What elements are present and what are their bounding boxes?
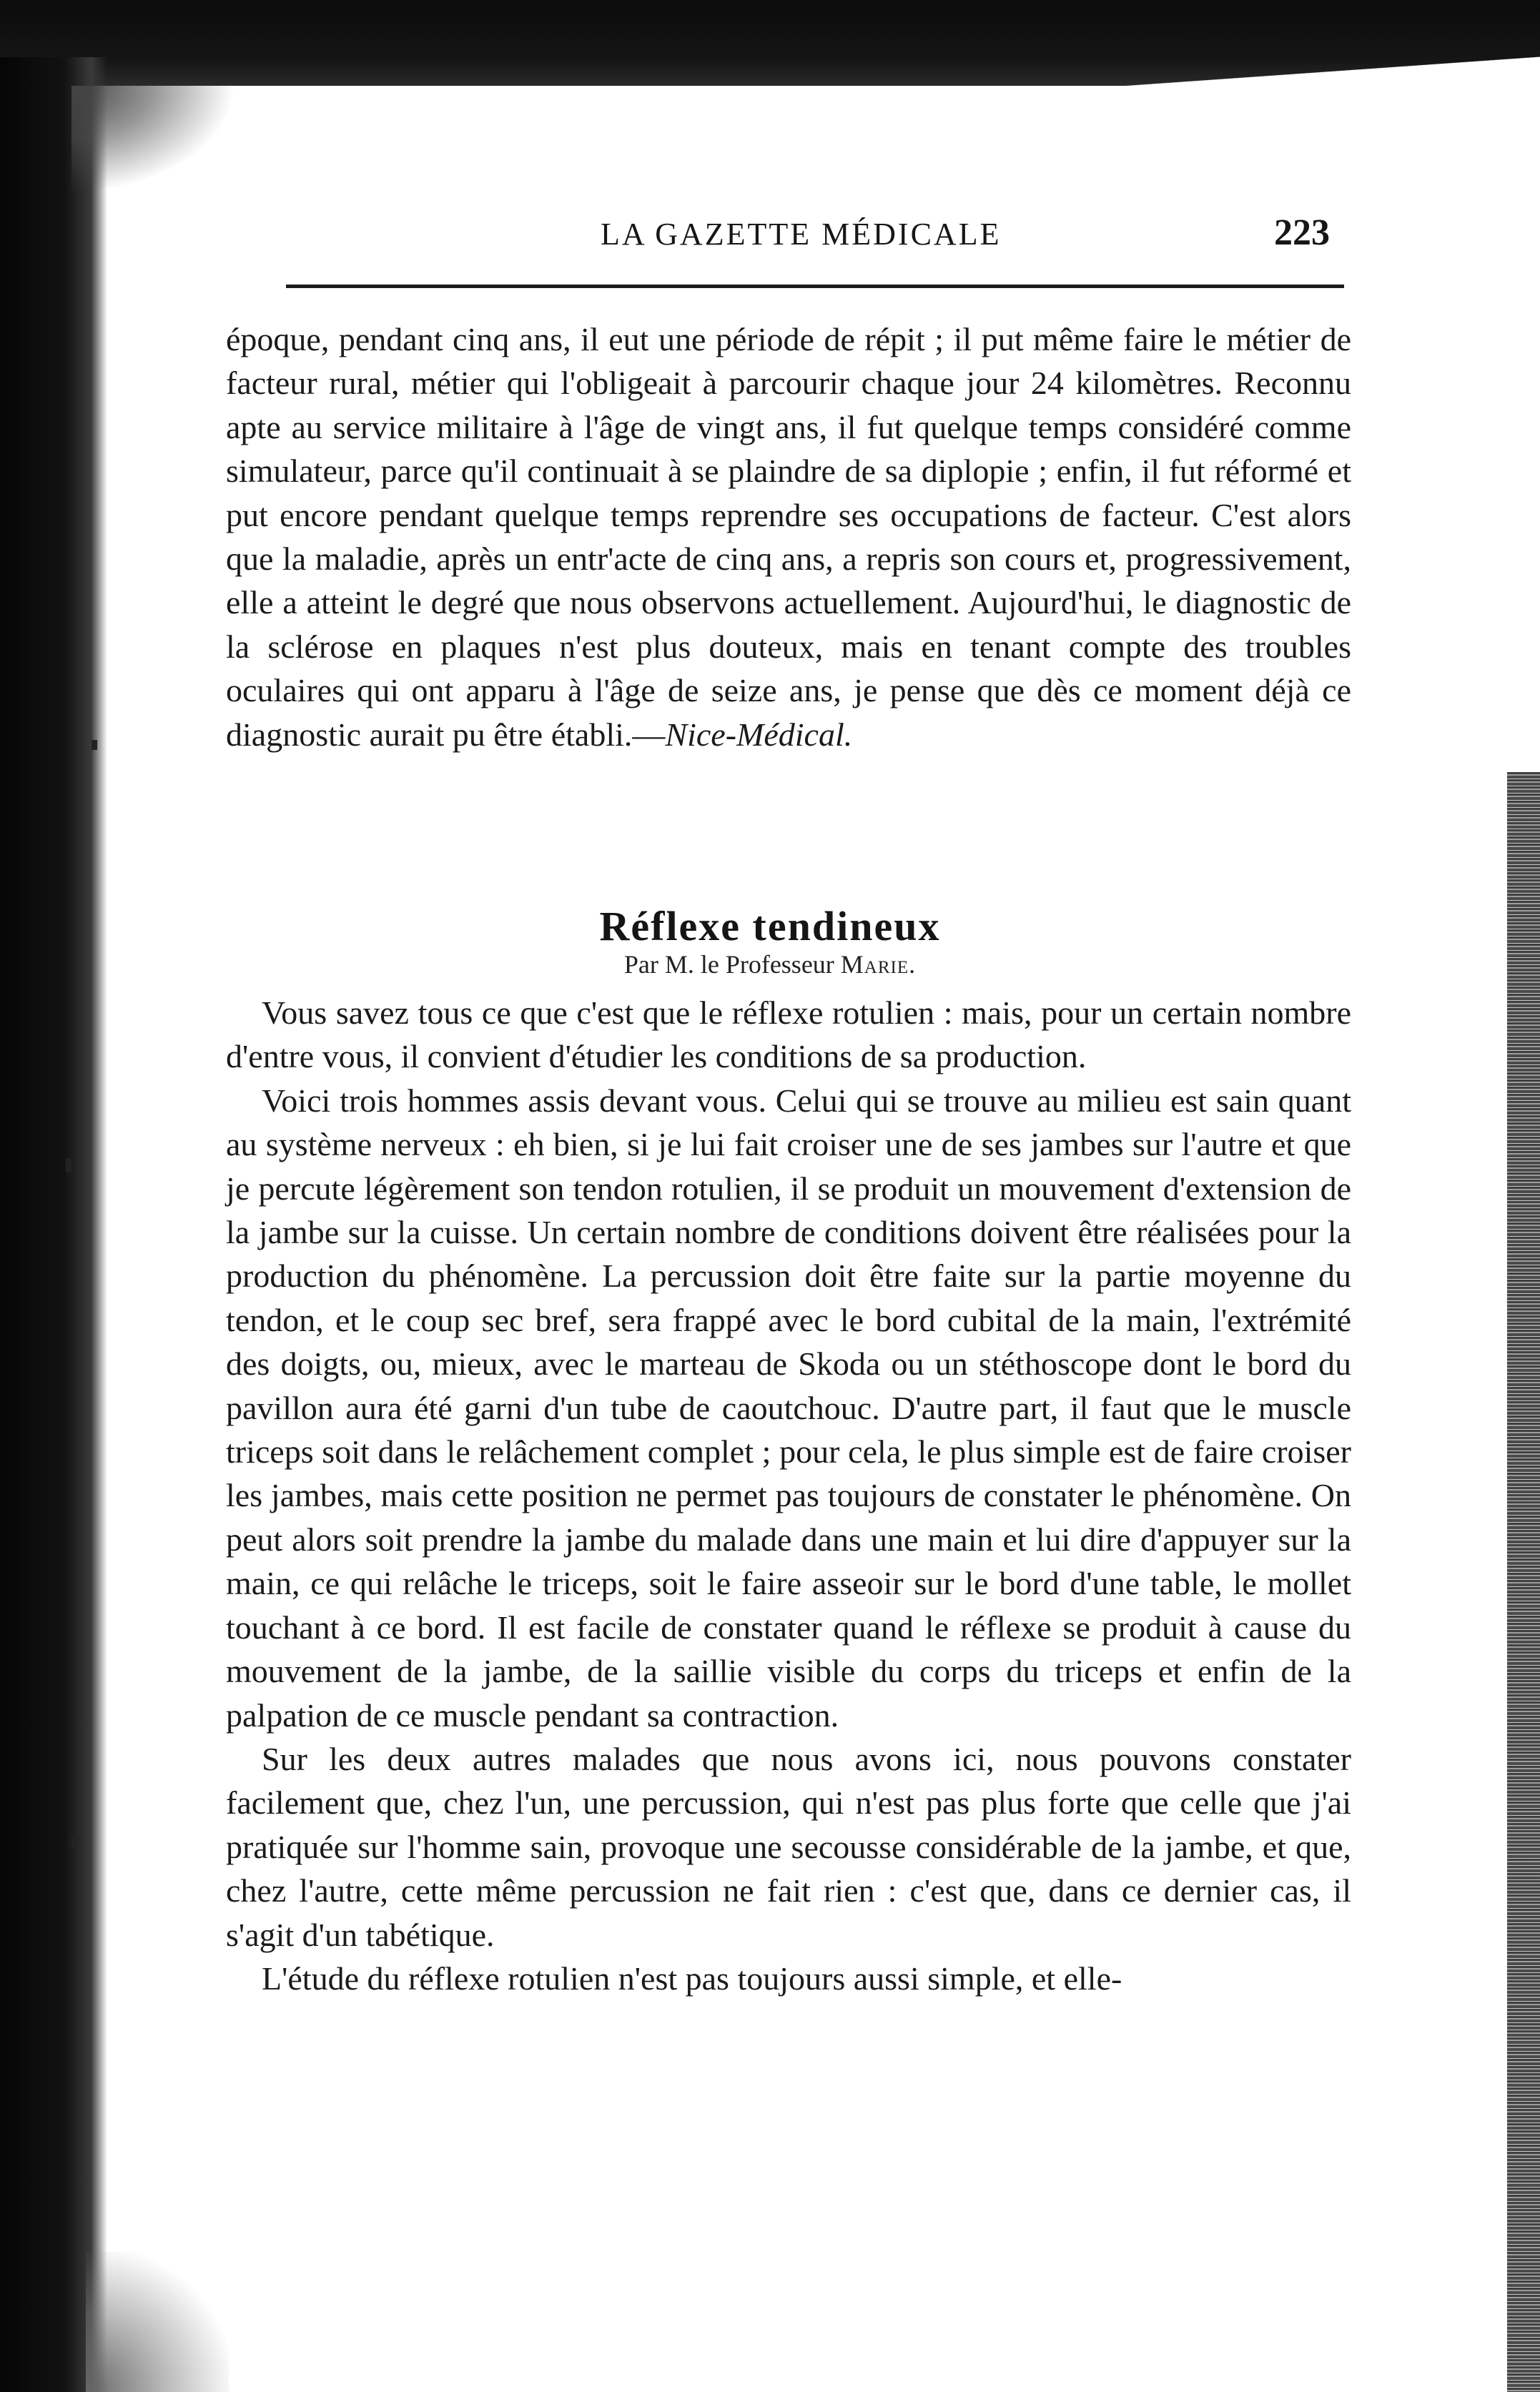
header-rule xyxy=(286,285,1344,288)
article-paragraph: Voici trois hommes assis devant vous. Celui qui se trouve au milieu est sain quant au système nerveux : eh bien, si je lui fait croiser une de ses jambes sur l'autre et que je percute légèrement son tendon rotulien, il se produit un mouvement d'extension de la jambe sur la cuisse. Un certain nombre de conditions doivent être réalisées pour la production du phénomène. La percussion doit être faite sur la partie moyenne du tendon, et le coup sec bref, sera frappé avec le bord cubital de la main, l'extrémité des doigts, ou, mieux, avec le marteau de Skoda ou un stéthoscope dont le bord du pavillon aura été garni d'un tube de caoutchouc. D'autre part, il faut que le muscle triceps soit dans le relâchement complet ; pour cela, le plus simple est de faire croiser les jambes, mais cette position ne permet pas toujours de constater le phénomène. On peut alors soit prendre la jambe du malade dans une main et lui dire d'appuyer sur la main, ce qui relâche le triceps, soit le faire asseoir sur le bord d'une table, le mollet touchant à ce bord. Il est facile de constater quand le réflexe se produit à cause du mouvement de la jambe, de la saillie visible du corps du triceps et enfin de la palpation de ce muscle pendant sa contraction. xyxy=(226,1082,1351,1734)
article-paragraph: Sur les deux autres malades que nous avons ici, nous pouvons constater facilement que, chez l'un, une percussion, qui n'est pas plus forte que celle que j'ai pratiquée sur l'homme sain, provoque une secousse considérable de la jambe, et que, chez l'autre, cette même percussion ne fait rien : c'est que, dans ce dernier cas, il s'agit d'un tabétique. xyxy=(226,1740,1351,1953)
page-number: 223 xyxy=(1274,212,1330,253)
running-title: LA GAZETTE MÉDICALE xyxy=(601,217,1002,252)
continuation-text: époque, pendant cinq ans, il eut une période de répit ; il put même faire le métier de facteur rural, métier qui l'obligeait à parcourir chaque jour 24 kilomètres. Reconnu apte au service militaire à l'âge de vingt ans, il fut quelque temps considéré comme simulateur, parce qu'il continuait à se plaindre de sa diplopie ; enfin, il fut réformé et put encore pendant quelque temps reprendre ses occupations de facteur. C'est alors que la maladie, après un entr'acte de cinq ans, a repris son cours et, progressivement, elle a atteint le degré que nous observons actuellement. Aujourd'hui, le diagnostic de la sclérose en plaques n'est plus douteux, mais en tenant compte des troubles oculaires qui ont apparu à l'âge de seize ans, je pense que dès ce moment déjà ce diagnostic aurait pu être établi.— xyxy=(226,321,1351,753)
byline-prefix: Par M. le Professeur xyxy=(623,950,834,979)
author-name: Marie. xyxy=(840,950,917,979)
continuation-paragraph xyxy=(226,317,1351,756)
source-citation: Nice-Médical. xyxy=(665,716,853,753)
article-paragraph: L'étude du réflexe rotulien n'est pas toujours aussi simple, et elle- xyxy=(262,1959,1122,1997)
article-body xyxy=(226,991,1351,2000)
article-title: Réflexe tendineux xyxy=(599,903,941,949)
byline xyxy=(0,949,1540,979)
continuation-block xyxy=(226,317,1351,756)
article-paragraph: Vous savez tous ce que c'est que le réflexe rotulien : mais, pour un certain nombre d'entre vous, il convient d'étudier les conditions de sa production. xyxy=(226,994,1351,1075)
